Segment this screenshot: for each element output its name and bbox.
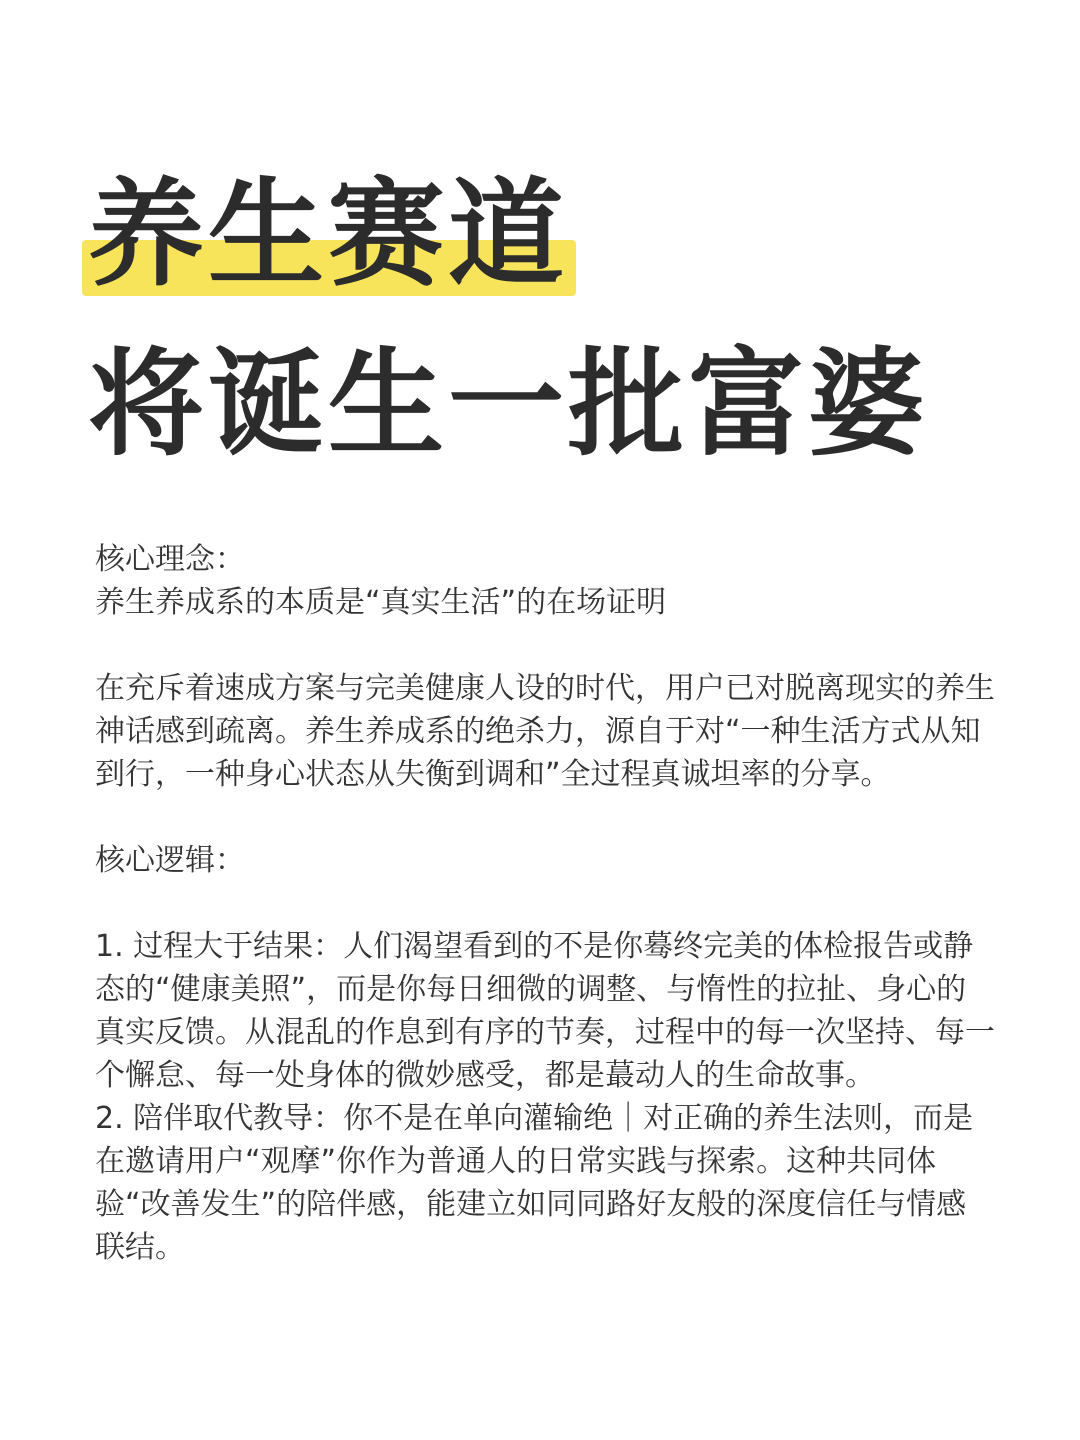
section1-heading: 核心理念： <box>95 542 245 577</box>
section1-subheading: 养生养成系的本质是“真实生活”的在场证明 <box>95 585 667 620</box>
section2-heading: 核心逻辑： <box>95 843 245 878</box>
title-block <box>88 160 1008 480</box>
title-text-2: 将诞生一批富婆 <box>88 337 928 472</box>
title-line-1 <box>88 160 568 310</box>
title-text-1: 养生赛道 <box>88 167 568 302</box>
point-1: 1. 过程大于结果：人们渴望看到的不是你蓦终完美的体检报告或静态的“健康美照”，而是你每日细微的调整、与惰性的拉扯、身心的真实反馈。从混乱的作息到有序的节奏，过程中的每一次坚持、每一个懈怠、每一处身体的微妙感受，都是蕞动人的生命故事。 <box>95 929 995 1093</box>
article-body <box>95 538 995 1269</box>
spacer <box>95 882 995 925</box>
spacer <box>95 624 995 667</box>
title-line-2 <box>88 330 1008 480</box>
section1-paragraph: 在充斥着速成方案与完美健康人设的时代，用户已对脱离现实的养生神话感到疏离。养生养成系的绝杀力，源自于对“一种生活方式从知到行，一种身心状态从失衡到调和”全过程真诚坦率的分享。 <box>95 671 995 792</box>
title-line-1-wrap <box>88 160 1008 310</box>
point-2: 2. 陪伴取代教导：你不是在单向灌输绝｜对正确的养生法则，而是在邀请用户“观摩”你作为普通人的日常实践与探索。这种共同体验“改善发生”的陪伴感，能建立如同同路好友般的深度信任与情感联结。 <box>95 1101 974 1265</box>
spacer <box>95 796 995 839</box>
